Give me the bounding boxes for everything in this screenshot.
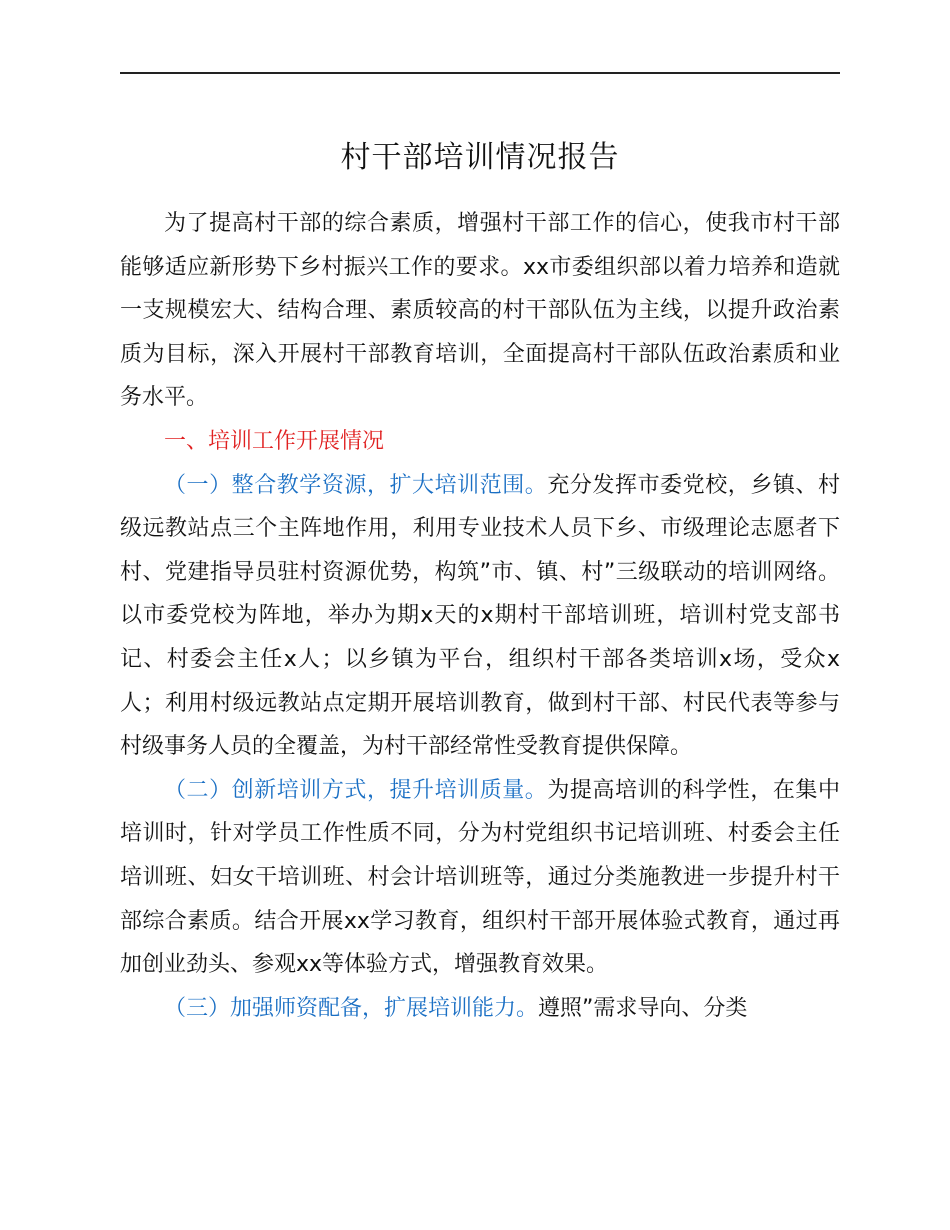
item-paragraph-3 [120,987,840,1031]
item-body-1: 充分发挥市委党校，乡镇、村级远教站点三个主阵地作用，利用专业技术人员下乡、市级理论志愿者下村、党建指导员驻村资源优势，构筑”市、镇、村”三级联动的培训网络。以市委党校为阵地，举办为期x天的x期村干部培训班，培训村党支部书记、村委会主任x人；以乡镇为平台，组织村干部各类培训x场，受众x人；利用村级远教站点定期开展培训教育，做到村干部、村民代表等参与村级事务人员的全覆盖，为村干部经常性受教育提供保障。 [120,472,840,760]
document-title: 村干部培训情况报告 [340,140,620,175]
header-rule [120,72,840,74]
document-body [120,202,840,1030]
item-heading-2: （二）创新培训方式，提升培训质量。 [164,777,548,803]
section-heading [120,420,840,464]
item-paragraph-2 [120,769,840,987]
item-paragraph-1 [120,464,840,769]
item-body-2: 为提高培训的科学性，在集中培训时，针对学员工作性质不同，分为村党组织书记培训班、村委会主任培训班、妇女干培训班、村会计培训班等，通过分类施教进一步提升村干部综合素质。结合开展xx学习教育，组织村干部开展体验式教育，通过再加创业劲头、参观xx等体验方式，增强教育效果。 [120,777,840,978]
intro-paragraph: 为了提高村干部的综合素质，增强村干部工作的信心，使我市村干部能够适应新形势下乡村振兴工作的要求。xx市委组织部以着力培养和造就一支规模宏大、结构合理、素质较高的村干部队伍为主线，以提升政治素质为目标，深入开展村干部教育培训，全面提高村干部队伍政治素质和业务水平。 [120,211,840,411]
section-heading-text: 一、培训工作开展情况 [164,428,385,454]
item-heading-1: （一）整合教学资源，扩大培训范围。 [164,472,548,498]
item-body-3: 遵照”需求导向、分类 [538,995,748,1021]
item-heading-3: （三）加强师资配备，扩展培训能力。 [164,995,539,1021]
